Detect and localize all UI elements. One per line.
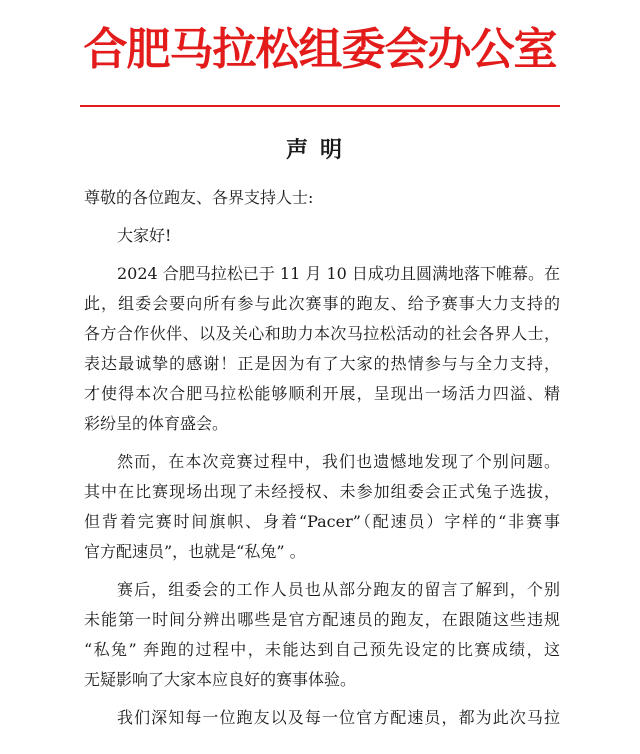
paragraph-line: 彩纷呈的体育盛会。 (84, 414, 229, 433)
paragraph-line: 但背着完赛时间旗帜、身着“Pacer”（配速员）字样的“非赛事 (84, 512, 560, 531)
document-title: 声明 (285, 137, 354, 163)
paragraph-2 (84, 447, 560, 567)
greeting: 大家好! (117, 226, 172, 245)
paragraph-line: 赛后，组委会的工作人员也从部分跑友的留言了解到，个别 (117, 580, 560, 599)
paragraph-line: 未能第一时间分辨出哪些是官方配速员的跑友，在跟随这些违规 (84, 610, 560, 629)
paragraph-3 (84, 575, 560, 695)
paragraph-1 (84, 259, 560, 439)
paragraph-line: 然而，在本次竞赛过程中，我们也遗憾地发现了个别问题。 (117, 452, 560, 471)
document-body (84, 183, 560, 733)
paragraph-line: 此，组委会要向所有参与此次赛事的跑友、给予赛事大力支持的 (84, 294, 560, 313)
paragraph-line: 我们深知每一位跑友以及每一位官方配速员，都为此次马拉 (117, 708, 560, 727)
letterhead-title: 合肥马拉松组委会办公室 (83, 24, 557, 75)
paragraph-line: 其中在比赛现场出现了未经授权、未参加组委会正式兔子选拔， (84, 482, 560, 501)
paragraph-4 (84, 703, 560, 733)
paragraph-line: 表达最诚挚的感谢！正是因为有了大家的热情参与与全力支持， (84, 354, 560, 373)
paragraph-line: 才使得本次合肥马拉松能够顺利开展，呈现出一场活力四溢、精 (84, 384, 560, 403)
paragraph-line: 无疑影响了大家本应良好的赛事体验。 (84, 670, 357, 689)
paragraph-line: 官方配速员”，也就是“私兔” 。 (84, 542, 306, 561)
salutation: 尊敬的各位跑友、各界支持人士: (84, 188, 314, 207)
paragraph-line: 各方合作伙伴、以及关心和助力本次马拉松活动的社会各界人士， (84, 324, 560, 343)
paragraph-line: 2024 合肥马拉松已于 11 月 10 日成功且圆满地落下帷幕。在 (117, 264, 560, 283)
letterhead-divider (80, 105, 560, 107)
paragraph-line: “私兔” 奔跑的过程中，未能达到自己预先设定的比赛成绩，这 (84, 640, 560, 659)
